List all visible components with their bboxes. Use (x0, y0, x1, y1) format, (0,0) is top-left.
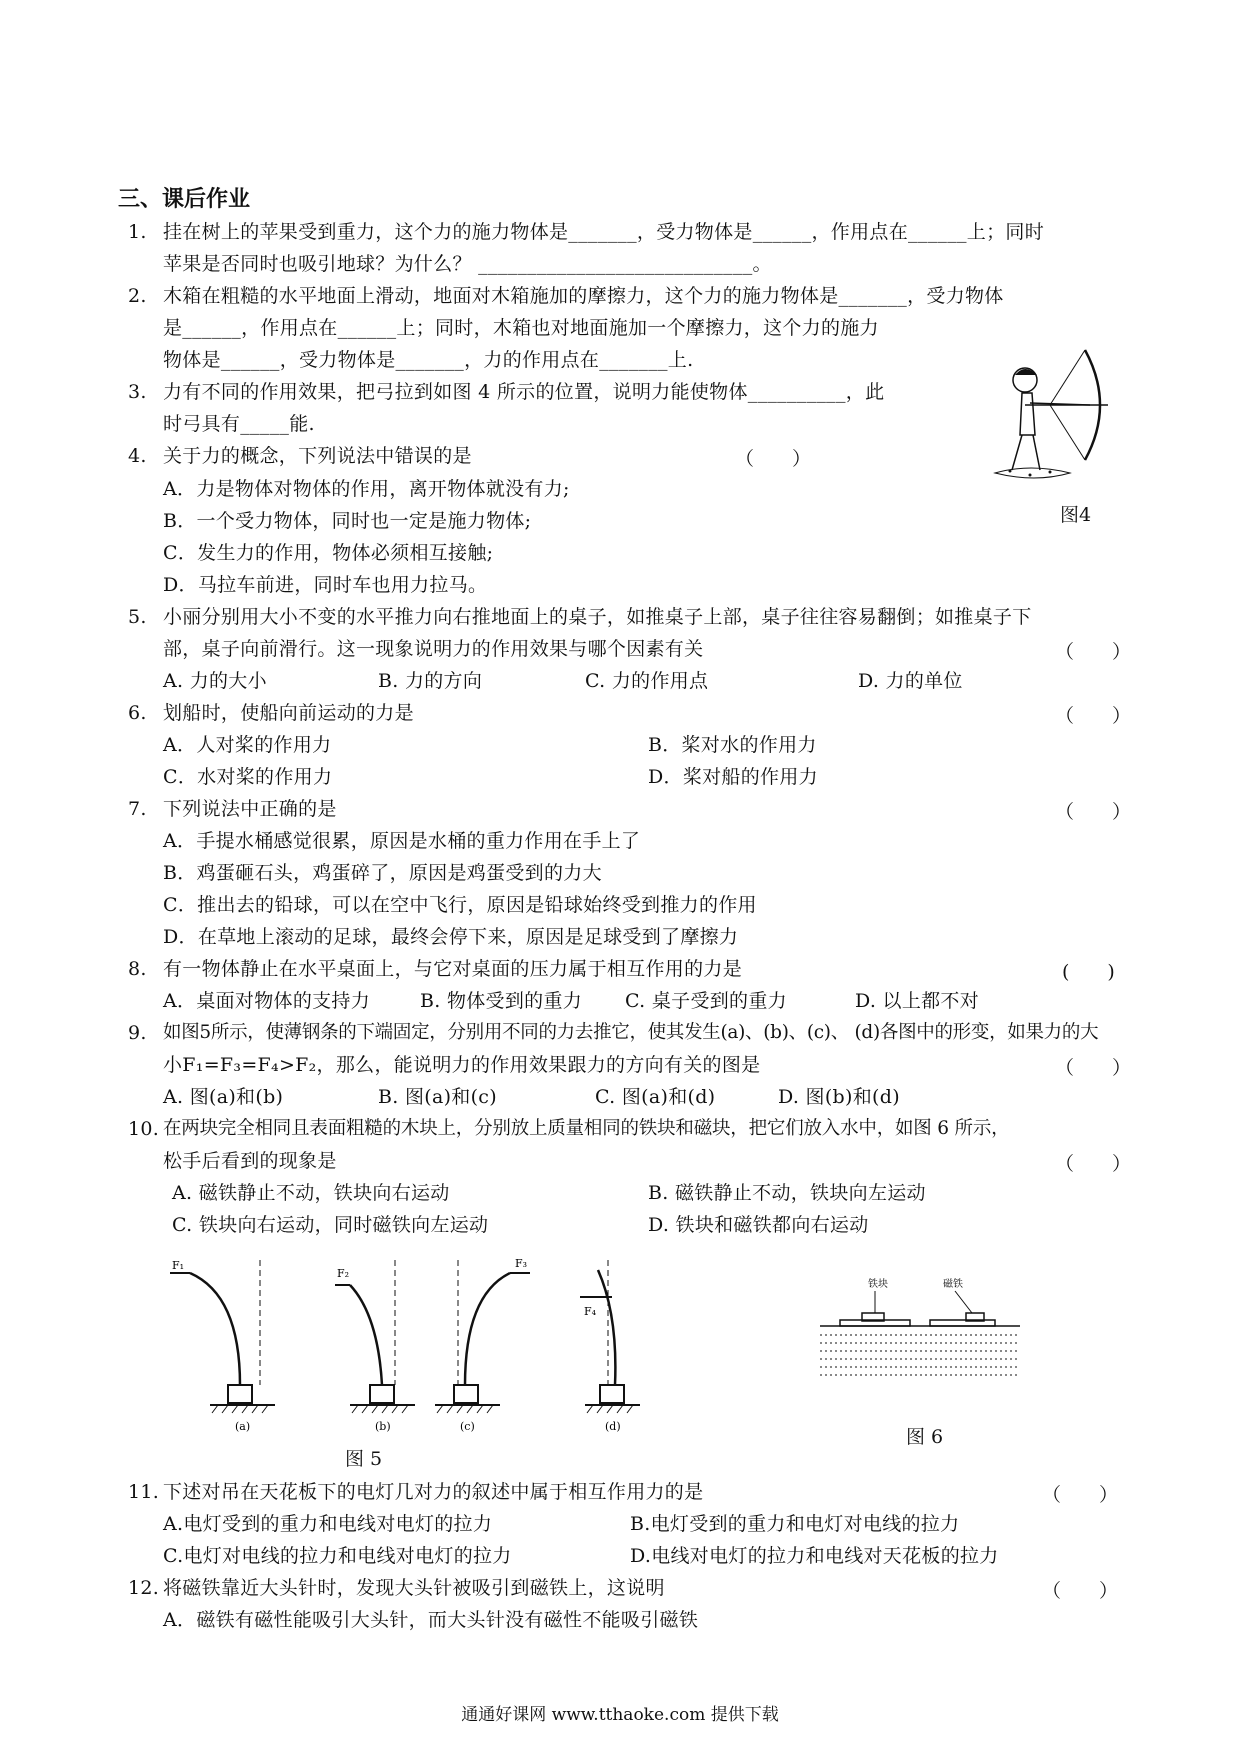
q7-number: 7. (128, 798, 147, 820)
fig5-label-d: (d) (605, 1420, 621, 1433)
q8-answer-blank[interactable]: ( ) (1062, 961, 1115, 983)
fig5-caption: 图 5 (345, 1448, 383, 1470)
q10-answer-blank[interactable]: （ ） (1055, 1153, 1132, 1175)
q2-number: 2. (128, 285, 147, 307)
q9-option-a[interactable]: A. 图(a)和(b) (163, 1086, 284, 1108)
q9-line2: 小F₁=F₃=F₄>F₂，那么，能说明力的作用效果跟力的方向有关的图是 (163, 1054, 761, 1076)
fig5-steel-strips (160, 1255, 720, 1435)
fig5-label-f4: F₄ (584, 1305, 597, 1318)
footer-credit: 通通好课网 www.tthaoke.com 提供下载 (461, 1705, 779, 1725)
q4-option-a[interactable]: A．力是物体对物体的作用，离开物体就没有力; (163, 478, 570, 500)
q4-option-c[interactable]: C．发生力的作用，物体必须相互接触; (163, 542, 494, 564)
q2-line1: 木箱在粗糙的水平地面上滑动，地面对木箱施加的摩擦力，这个力的施力物体是_______，受力物体 (163, 285, 1004, 307)
q10-line1: 在两块完全相同且表面粗糙的木块上，分别放上质量相同的铁块和磁块，把它们放入水中，如图 6 所示， (163, 1118, 1010, 1139)
q10-option-b[interactable]: B. 磁铁静止不动，铁块向左运动 (648, 1182, 926, 1204)
fig5-panel-d (580, 1260, 640, 1433)
q5-option-c[interactable]: C. 力的作用点 (585, 670, 709, 692)
q4-option-b[interactable]: B．一个受力物体，同时也一定是施力物体; (163, 510, 532, 532)
fig6-caption: 图 6 (906, 1426, 944, 1448)
q9-number: 9. (128, 1022, 147, 1044)
q11-option-b[interactable]: B.电灯受到的重力和电灯对电线的拉力 (630, 1513, 960, 1535)
q9-option-b[interactable]: B. 图(a)和(c) (378, 1086, 497, 1108)
q7-answer-blank[interactable]: （ ） (1055, 801, 1132, 823)
q5-line2: 部，桌子向前滑行。这一现象说明力的作用效果与哪个因素有关 (163, 638, 704, 660)
q11-option-a[interactable]: A.电灯受到的重力和电线对电灯的拉力 (163, 1513, 493, 1535)
q5-answer-blank[interactable]: （ ） (1055, 641, 1132, 663)
q10-option-c[interactable]: C. 铁块向右运动，同时磁铁向左运动 (172, 1214, 489, 1236)
section-title: 三、课后作业 (118, 187, 251, 212)
q11-option-c[interactable]: C.电灯对电线的拉力和电线对电灯的拉力 (163, 1545, 512, 1567)
q4-answer-blank[interactable]: （ ） (735, 448, 812, 470)
q3-line1: 力有不同的作用效果，把弓拉到如图 4 所示的位置，说明力能使物体__________，此 (163, 381, 885, 403)
q4-option-d[interactable]: D．马拉车前进，同时车也用力拉马。 (163, 574, 488, 596)
q8-option-d[interactable]: D. 以上都不对 (855, 990, 980, 1012)
q10-number: 10. (128, 1118, 160, 1140)
q8-option-c[interactable]: C. 桌子受到的重力 (625, 990, 787, 1012)
fig5-label-f3: F₃ (515, 1257, 528, 1270)
q9-line1: 如图5所示，使薄钢条的下端固定，分别用不同的力去推它，使其发生(a)、(b)、(c)、 (d)各图中的形变，如果力的大 (163, 1022, 1099, 1043)
fig4-caption: 图4 (1060, 504, 1092, 526)
q7-stem: 下列说法中正确的是 (163, 798, 337, 820)
q3-line2: 时弓具有_____能. (163, 413, 315, 435)
q9-option-d[interactable]: D. 图(b)和(d) (778, 1086, 900, 1108)
fig6-label-iron: 铁块 (868, 1279, 888, 1290)
q1-number: 1. (128, 221, 147, 243)
fig5-label-a: (a) (235, 1420, 251, 1433)
archer-figure (990, 345, 1110, 485)
q10-option-d[interactable]: D. 铁块和磁铁都向右运动 (648, 1214, 869, 1236)
q6-option-c[interactable]: C．水对桨的作用力 (163, 766, 333, 788)
q5-option-a[interactable]: A. 力的大小 (163, 670, 267, 692)
q8-option-b[interactable]: B. 物体受到的重力 (420, 990, 583, 1012)
fig5-panel-a (170, 1259, 275, 1433)
q2-line3: 物体是______，受力物体是_______，力的作用点在_______上. (163, 349, 694, 371)
q11-option-d[interactable]: D.电线对电灯的拉力和电线对天花板的拉力 (630, 1545, 999, 1567)
q8-stem: 有一物体静止在水平桌面上，与它对桌面的压力属于相互作用的力是 (163, 958, 743, 980)
q6-number: 6. (128, 702, 147, 724)
q7-option-c[interactable]: C．推出去的铅球，可以在空中飞行，原因是铅球始终受到推力的作用 (163, 894, 757, 916)
q9-option-c[interactable]: C. 图(a)和(d) (595, 1086, 716, 1108)
q12-stem: 将磁铁靠近大头针时，发现大头针被吸引到磁铁上，这说明 (163, 1577, 665, 1599)
q7-option-d[interactable]: D．在草地上滚动的足球，最终会停下来，原因是足球受到了摩擦力 (163, 926, 739, 948)
q5-line1: 小丽分别用大小不变的水平推力向右推地面上的桌子，如推桌子上部，桌子往往容易翻倒；如推桌子下 (163, 606, 1032, 628)
q4-stem: 关于力的概念，下列说法中错误的是 (163, 445, 472, 467)
fig5-label-c: (c) (460, 1420, 475, 1433)
q10-line2: 松手后看到的现象是 (163, 1150, 337, 1172)
q5-option-b[interactable]: B. 力的方向 (378, 670, 483, 692)
q3-number: 3. (128, 381, 147, 403)
q1-line1: 挂在树上的苹果受到重力，这个力的施力物体是_______，受力物体是______，作用点在______上；同时 (163, 221, 1045, 243)
q9-answer-blank[interactable]: （ ） (1055, 1057, 1132, 1079)
q6-answer-blank[interactable]: （ ） (1055, 705, 1132, 727)
q7-option-a[interactable]: A．手提水桶感觉很累，原因是水桶的重力作用在手上了 (163, 830, 641, 852)
fig6-blocks-in-water (820, 1275, 1020, 1385)
q6-stem: 划船时，使船向前运动的力是 (163, 702, 414, 724)
fig5-label-f1: F₁ (172, 1259, 185, 1272)
q2-line2: 是______，作用点在______上；同时，木箱也对地面施加一个摩擦力，这个力的施力 (163, 317, 879, 339)
q1-line2: 苹果是否同时也吸引地球？为什么？ ____________________________。 (163, 253, 772, 275)
q6-option-d[interactable]: D．桨对船的作用力 (648, 766, 818, 788)
q6-option-a[interactable]: A．人对桨的作用力 (163, 734, 332, 756)
fig5-label-b: (b) (375, 1420, 391, 1433)
fig5-panel-c (435, 1257, 530, 1433)
q8-number: 8. (128, 958, 147, 980)
q12-option-a[interactable]: A．磁铁有磁性能吸引大头针，而大头针没有磁性不能吸引磁铁 (163, 1609, 699, 1631)
q6-option-b[interactable]: B．桨对水的作用力 (648, 734, 817, 756)
q11-number: 11. (128, 1481, 160, 1503)
q7-option-b[interactable]: B．鸡蛋砸石头，鸡蛋碎了，原因是鸡蛋受到的力大 (163, 862, 602, 884)
fig5-panel-b (335, 1260, 415, 1433)
fig5-label-f2: F₂ (337, 1267, 350, 1280)
q5-option-d[interactable]: D. 力的单位 (858, 670, 963, 692)
q12-answer-blank[interactable]: （ ） (1042, 1580, 1119, 1602)
fig6-label-magnet: 磁铁 (943, 1279, 963, 1290)
q12-number: 12. (128, 1577, 160, 1599)
q8-option-a[interactable]: A．桌面对物体的支持力 (163, 990, 371, 1012)
q4-number: 4. (128, 445, 147, 467)
q11-answer-blank[interactable]: （ ） (1042, 1484, 1119, 1506)
q5-number: 5. (128, 606, 147, 628)
q11-stem: 下述对吊在天花板下的电灯几对力的叙述中属于相互作用力的是 (163, 1481, 704, 1503)
q10-option-a[interactable]: A. 磁铁静止不动，铁块向右运动 (172, 1182, 450, 1204)
